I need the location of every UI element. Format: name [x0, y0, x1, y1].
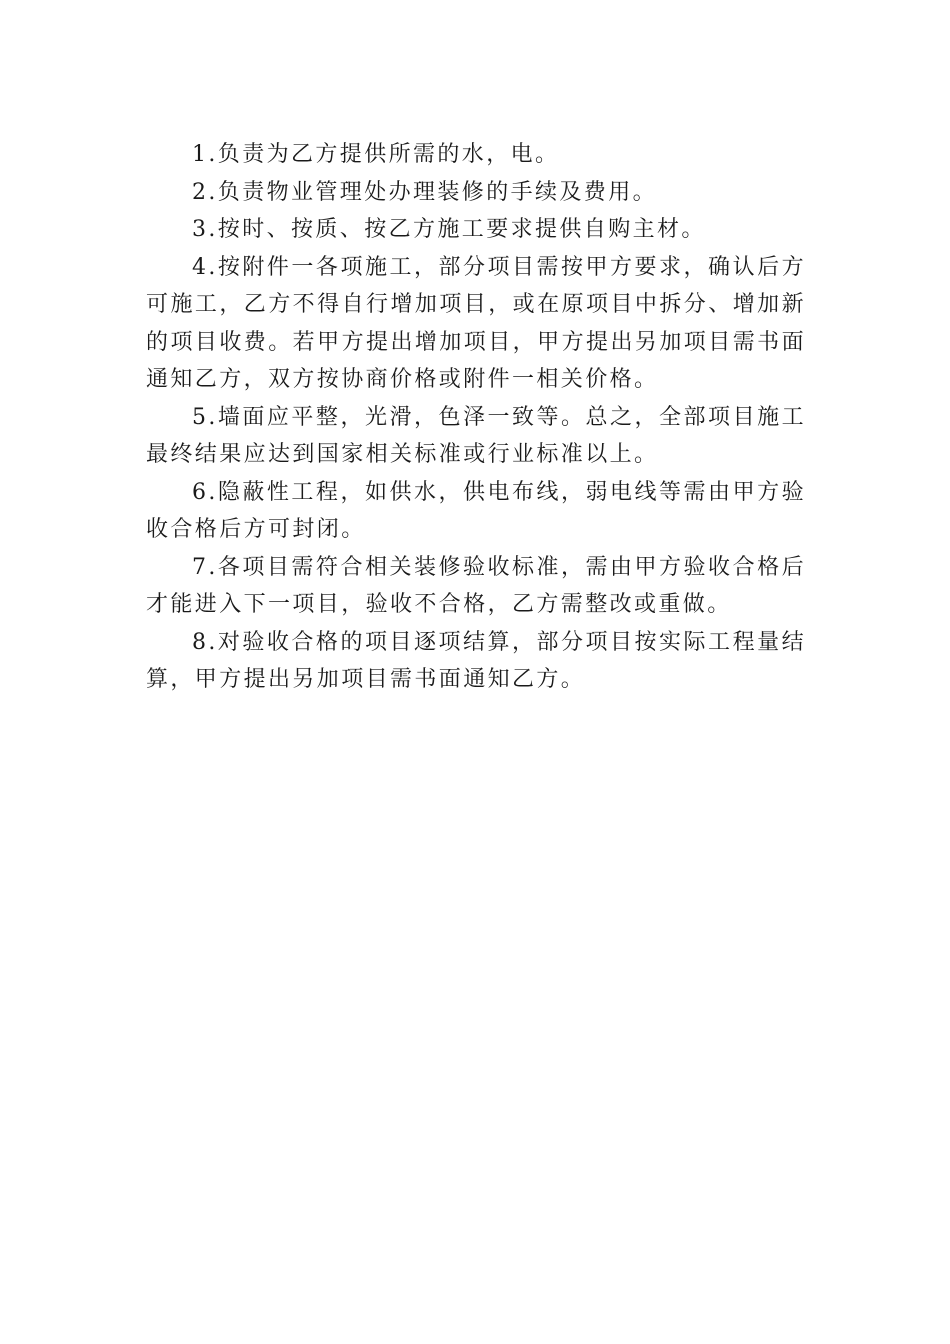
paragraph-1: 1.负责为乙方提供所需的水，电。 [192, 142, 560, 167]
paragraph-7: 7.各项目需符合相关装修验收标准，需由甲方验收合格后才能进入下一项目，验收不合格，乙方需整改或重做。 [146, 554, 806, 617]
paragraph-2: 2.负责物业管理处办理装修的手续及费用。 [192, 179, 657, 205]
paragraph-3: 3.按时、按质、按乙方施工要求提供自购主材。 [192, 217, 706, 242]
paragraph-5: 5.墙面应平整，光滑，色泽一致等。总之，全部项目施工最终结果应达到国家相关标准或行业标准以上。 [146, 404, 806, 467]
paragraph-8: 8.对验收合格的项目逐项结算，部分项目按实际工程量结算，甲方提出另加项目需书面通知乙方。 [146, 629, 806, 692]
document-body [146, 136, 806, 699]
paragraph-4: 4.按附件一各项施工，部分项目需按甲方要求，确认后方可施工，乙方不得自行增加项目，或在原项目中拆分、增加新的项目收费。若甲方提出增加项目，甲方提出另加项目需书面通知乙方，双方按协商价格或附件一相关价格。 [146, 254, 806, 392]
paragraph-6: 6.隐蔽性工程，如供水，供电布线，弱电线等需由甲方验收合格后方可封闭。 [146, 479, 806, 542]
